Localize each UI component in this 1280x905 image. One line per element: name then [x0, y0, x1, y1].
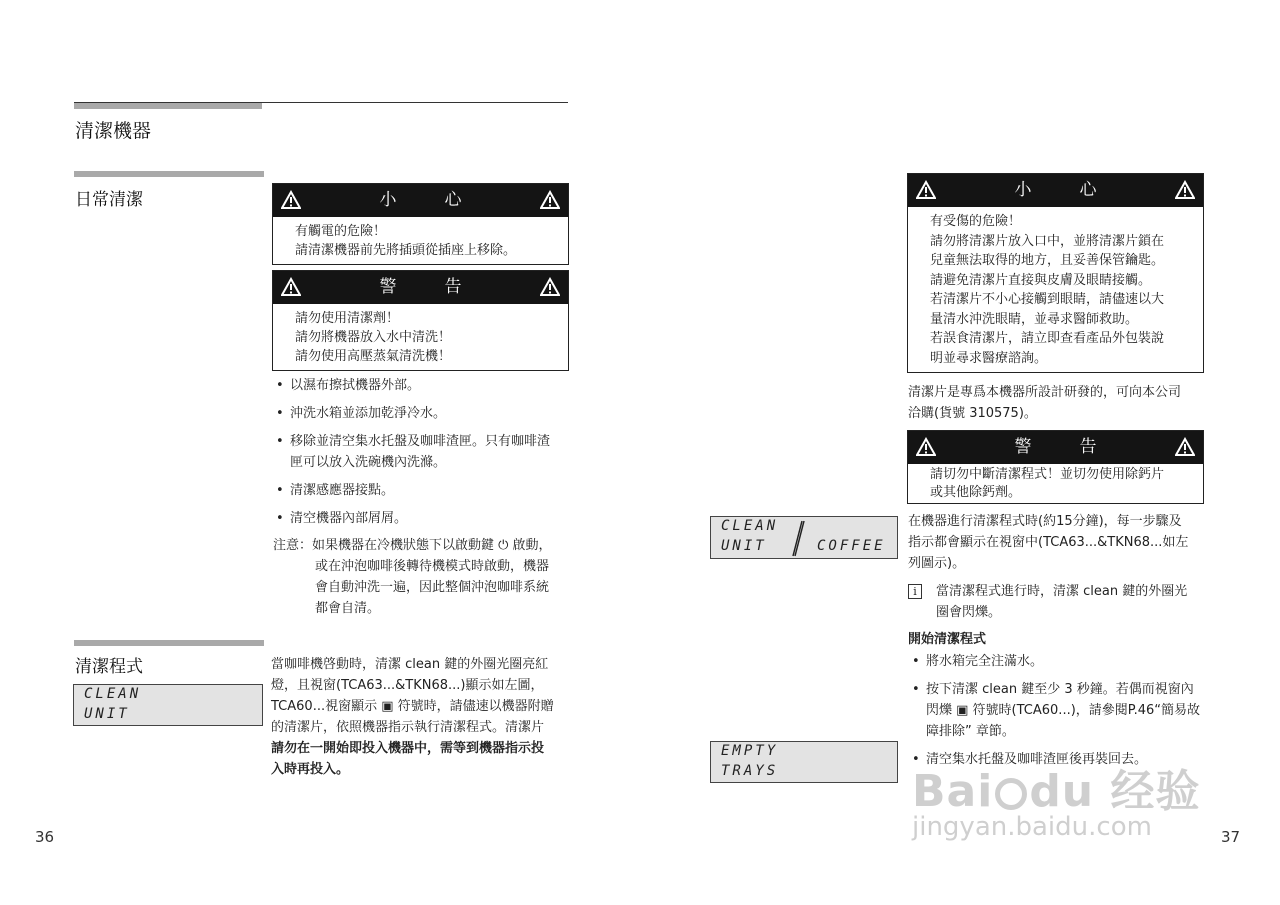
caution-title: 小心 [379, 190, 510, 210]
caution-line: 請勿將清潔片放入口中，並將清潔片鎖在 [930, 233, 1165, 249]
warning-title: 警告 [1014, 437, 1145, 457]
warning-line: 請勿使用高壓蒸氣清洗機！ [295, 349, 452, 364]
watermark-url: jingyan.baidu.com [912, 812, 1152, 842]
lcd-display [710, 741, 898, 783]
caution-title: 小心 [1014, 180, 1145, 200]
caution-line: 兒童無法取得的地方，且妥善保管鑰匙。 [930, 253, 1165, 268]
caution-line: 若清潔片不小心接觸到眼睛，請儘速以大 [930, 292, 1165, 307]
page-number: 37 [1221, 828, 1241, 846]
program-heading: 清潔程式 [75, 657, 143, 677]
info-note-line: 當清潔程式進行時，清潔 clean 鍵的外圈光 [936, 584, 1188, 599]
program-line: 當咖啡機啓動時，清潔 clean 鍵的外圈光圈亮紅 [271, 657, 549, 672]
warning-triangle-icon [540, 277, 560, 297]
lcd-display [710, 516, 898, 559]
warning-triangle-icon [1175, 180, 1195, 200]
caution-line: 若誤食清潔片，請立即查看產品外包裝說 [930, 331, 1165, 346]
section-title: 清潔機器 [75, 120, 152, 142]
caution-line: 請避免清潔片直接與皮膚及眼睛接觸。 [930, 272, 1152, 288]
title-gray-rule [74, 103, 262, 109]
warning-line: 或其他除鈣劑。 [930, 485, 1022, 500]
warning-title: 警告 [379, 277, 510, 297]
list-item: • 清潔感應器接點。 [274, 480, 394, 501]
info-icon: i [908, 584, 922, 599]
list-item-continued: 障排除” 章節。 [926, 724, 1015, 739]
info-note-line: 圈會閃爍。 [936, 605, 1002, 620]
program-bold-line: 請勿在一開始即投入機器中，需等到機器指示投 [271, 741, 545, 756]
list-item: • 清空機器內部屑屑。 [274, 508, 407, 529]
note-line: 注意：如果機器在冷機狀態下以啟動鍵 ⏻ 啟動， [273, 538, 552, 553]
caution-line: 明並尋求醫療諮詢。 [930, 350, 1048, 366]
list-item: • 按下清潔 clean 鍵至少 3 秒鐘。若偶而視窗內 [910, 679, 1194, 700]
lcd-text: CLEAN [721, 518, 779, 534]
display-info-line: 在機器進行清潔程式時(約15分鐘)，每一步驟及 [908, 514, 1182, 529]
lcd-text: COFFEE [817, 538, 886, 554]
tablet-info-line: 洽購(貨號 310575)。 [908, 406, 1037, 421]
lcd-text: UNIT [721, 538, 767, 554]
lcd-divider [791, 520, 805, 557]
program-gray-rule [74, 640, 264, 646]
daily-heading: 日常清潔 [75, 190, 143, 210]
lcd-text: TRAYS [721, 763, 779, 779]
title-black-rule [74, 102, 568, 103]
warning-box [272, 270, 569, 371]
program-line: TCA60...視窗顯示 ▣ 符號時，請儘速以機器附贈 [271, 699, 554, 714]
warning-triangle-icon [1175, 437, 1195, 457]
page-number: 36 [35, 828, 55, 846]
display-info-line: 指示都會顯示在視窗中(TCA63...&TKN68...如左 [908, 535, 1189, 550]
list-item: • 移除並清空集水托盤及咖啡渣匣。只有咖啡渣 [274, 431, 550, 452]
watermark-logo: Bai du 经验 [912, 766, 1201, 817]
list-item: • 將水箱完全注滿水。 [910, 651, 1043, 672]
note-line: 或在沖泡咖啡後轉待機模式時啟動，機器 [315, 559, 550, 574]
program-line: 的清潔片，依照機器指示執行清潔程式。清潔片 [271, 720, 545, 735]
daily-gray-rule [74, 171, 264, 177]
list-item-continued: 閃爍 ▣ 符號時(TCA60...)，請參閱P.46“簡易故 [926, 703, 1201, 718]
warning-triangle-icon [540, 190, 560, 210]
caution-box [907, 173, 1204, 373]
warning-line: 請勿使用清潔劑！ [295, 311, 400, 326]
warning-line: 請切勿中斷清潔程式！並切勿使用除鈣片 [930, 467, 1165, 482]
list-item-continued: 匣可以放入洗碗機內洗滌。 [290, 455, 447, 470]
warning-line: 請勿將機器放入水中清洗！ [295, 330, 452, 345]
tablet-info-line: 清潔片是專爲本機器所設計研發的，可向本公司 [908, 385, 1182, 400]
program-bold-line: 入時再投入。 [271, 762, 350, 777]
caution-line: 有觸電的危險！ [295, 224, 387, 239]
list-item: • 清空集水托盤及咖啡渣匣後再裝回去。 [910, 749, 1147, 770]
program-line: 燈，且視窗(TCA63...&TKN68...)顯示如左圖， [271, 678, 544, 693]
caution-line: 請清潔機器前先將插頭從插座上移除。 [295, 243, 517, 258]
note-line: 會自動沖洗一遍，因此整個沖泡咖啡系統 [315, 580, 550, 595]
caution-box [272, 183, 569, 265]
display-info-line: 列圖示)。 [908, 556, 966, 571]
paw-icon [995, 778, 1027, 810]
warning-box [907, 430, 1204, 504]
caution-line: 有受傷的危險！ [930, 214, 1022, 229]
list-item: • 沖洗水箱並添加乾淨冷水。 [274, 403, 446, 424]
lcd-text: UNIT [84, 706, 130, 722]
list-item: • 以濕布擦拭機器外部。 [274, 375, 420, 396]
start-heading: 開始清潔程式 [908, 632, 987, 647]
note-line: 都會自清。 [315, 601, 381, 616]
lcd-display [73, 684, 263, 726]
caution-line: 量清水沖洗眼睛，並尋求醫師救助。 [930, 311, 1139, 327]
lcd-text: EMPTY [721, 743, 779, 759]
lcd-text: CLEAN [84, 686, 142, 702]
